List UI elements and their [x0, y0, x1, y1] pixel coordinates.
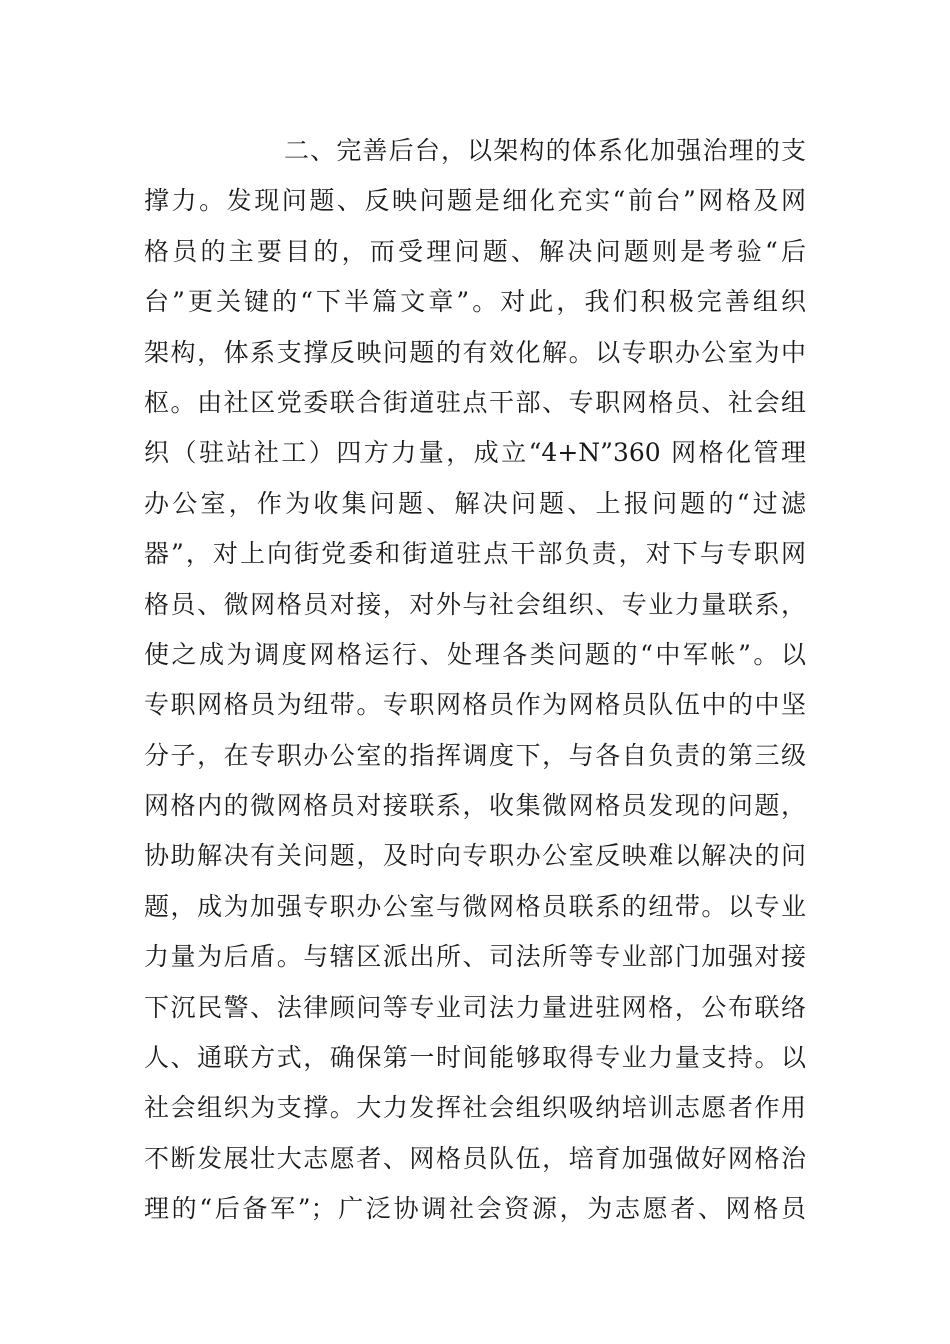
paragraph-line: 协助解决有关问题，及时向专职办公室反映难以解决的问 [144, 841, 806, 871]
paragraph-line: 架构，体系支撑反映问题的有效化解。以专职办公室为中 [144, 337, 806, 367]
paragraph-line: 办公室，作为收集问题、解决问题、上报问题的“过滤 [144, 488, 806, 518]
paragraph-line: 不断发展壮大志愿者、网格员队伍，培育加强做好网格治 [144, 1143, 806, 1173]
paragraph-line: 专职网格员为纽带。专职网格员作为网格员队伍中的中坚 [144, 690, 806, 720]
paragraph-line: 格员、微网格员对接，对外与社会组织、专业力量联系， [144, 589, 806, 619]
body-paragraph [144, 126, 806, 1235]
paragraph-line: 撑力。发现问题、反映问题是细化充实“前台”网格及网 [144, 186, 806, 216]
paragraph-line: 理的“后备军”；广泛协调社会资源，为志愿者、网格员 [144, 1194, 806, 1224]
paragraph-line: 台”更关键的“下半篇文章”。对此，我们积极完善组织 [144, 287, 806, 317]
paragraph-line: 社会组织为支撑。大力发挥社会组织吸纳培训志愿者作用 [144, 1093, 806, 1123]
paragraph-line: 器”，对上向街党委和街道驻点干部负责，对下与专职网 [144, 539, 806, 569]
paragraph-line: 力量为后盾。与辖区派出所、司法所等专业部门加强对接 [144, 942, 806, 972]
paragraph-line: 格员的主要目的，而受理问题、解决问题则是考验“后 [144, 236, 806, 266]
paragraph-line: 分子，在专职办公室的指挥调度下，与各自负责的第三级 [144, 740, 806, 770]
paragraph-line: 下沉民警、法律顾问等专业司法力量进驻网格，公布联络 [144, 992, 806, 1022]
paragraph-line: 题，成为加强专职办公室与微网格员联系的纽带。以专业 [144, 891, 806, 921]
paragraph-line: 人、通联方式，确保第一时间能够取得专业力量支持。以 [144, 1043, 806, 1073]
paragraph-line: 枢。由社区党委联合街道驻点干部、专职网格员、社会组 [144, 387, 806, 417]
paragraph-line: 网格内的微网格员对接联系，收集微网格员发现的问题， [144, 791, 806, 821]
paragraph-line: 二、完善后台，以架构的体系化加强治理的支 [284, 136, 806, 165]
paragraph-line: 织（驻站社工）四方力量，成立“4+N”360 网格化管理 [144, 438, 806, 468]
paragraph-line: 使之成为调度网格运行、处理各类问题的“中军帐”。以 [144, 639, 806, 669]
